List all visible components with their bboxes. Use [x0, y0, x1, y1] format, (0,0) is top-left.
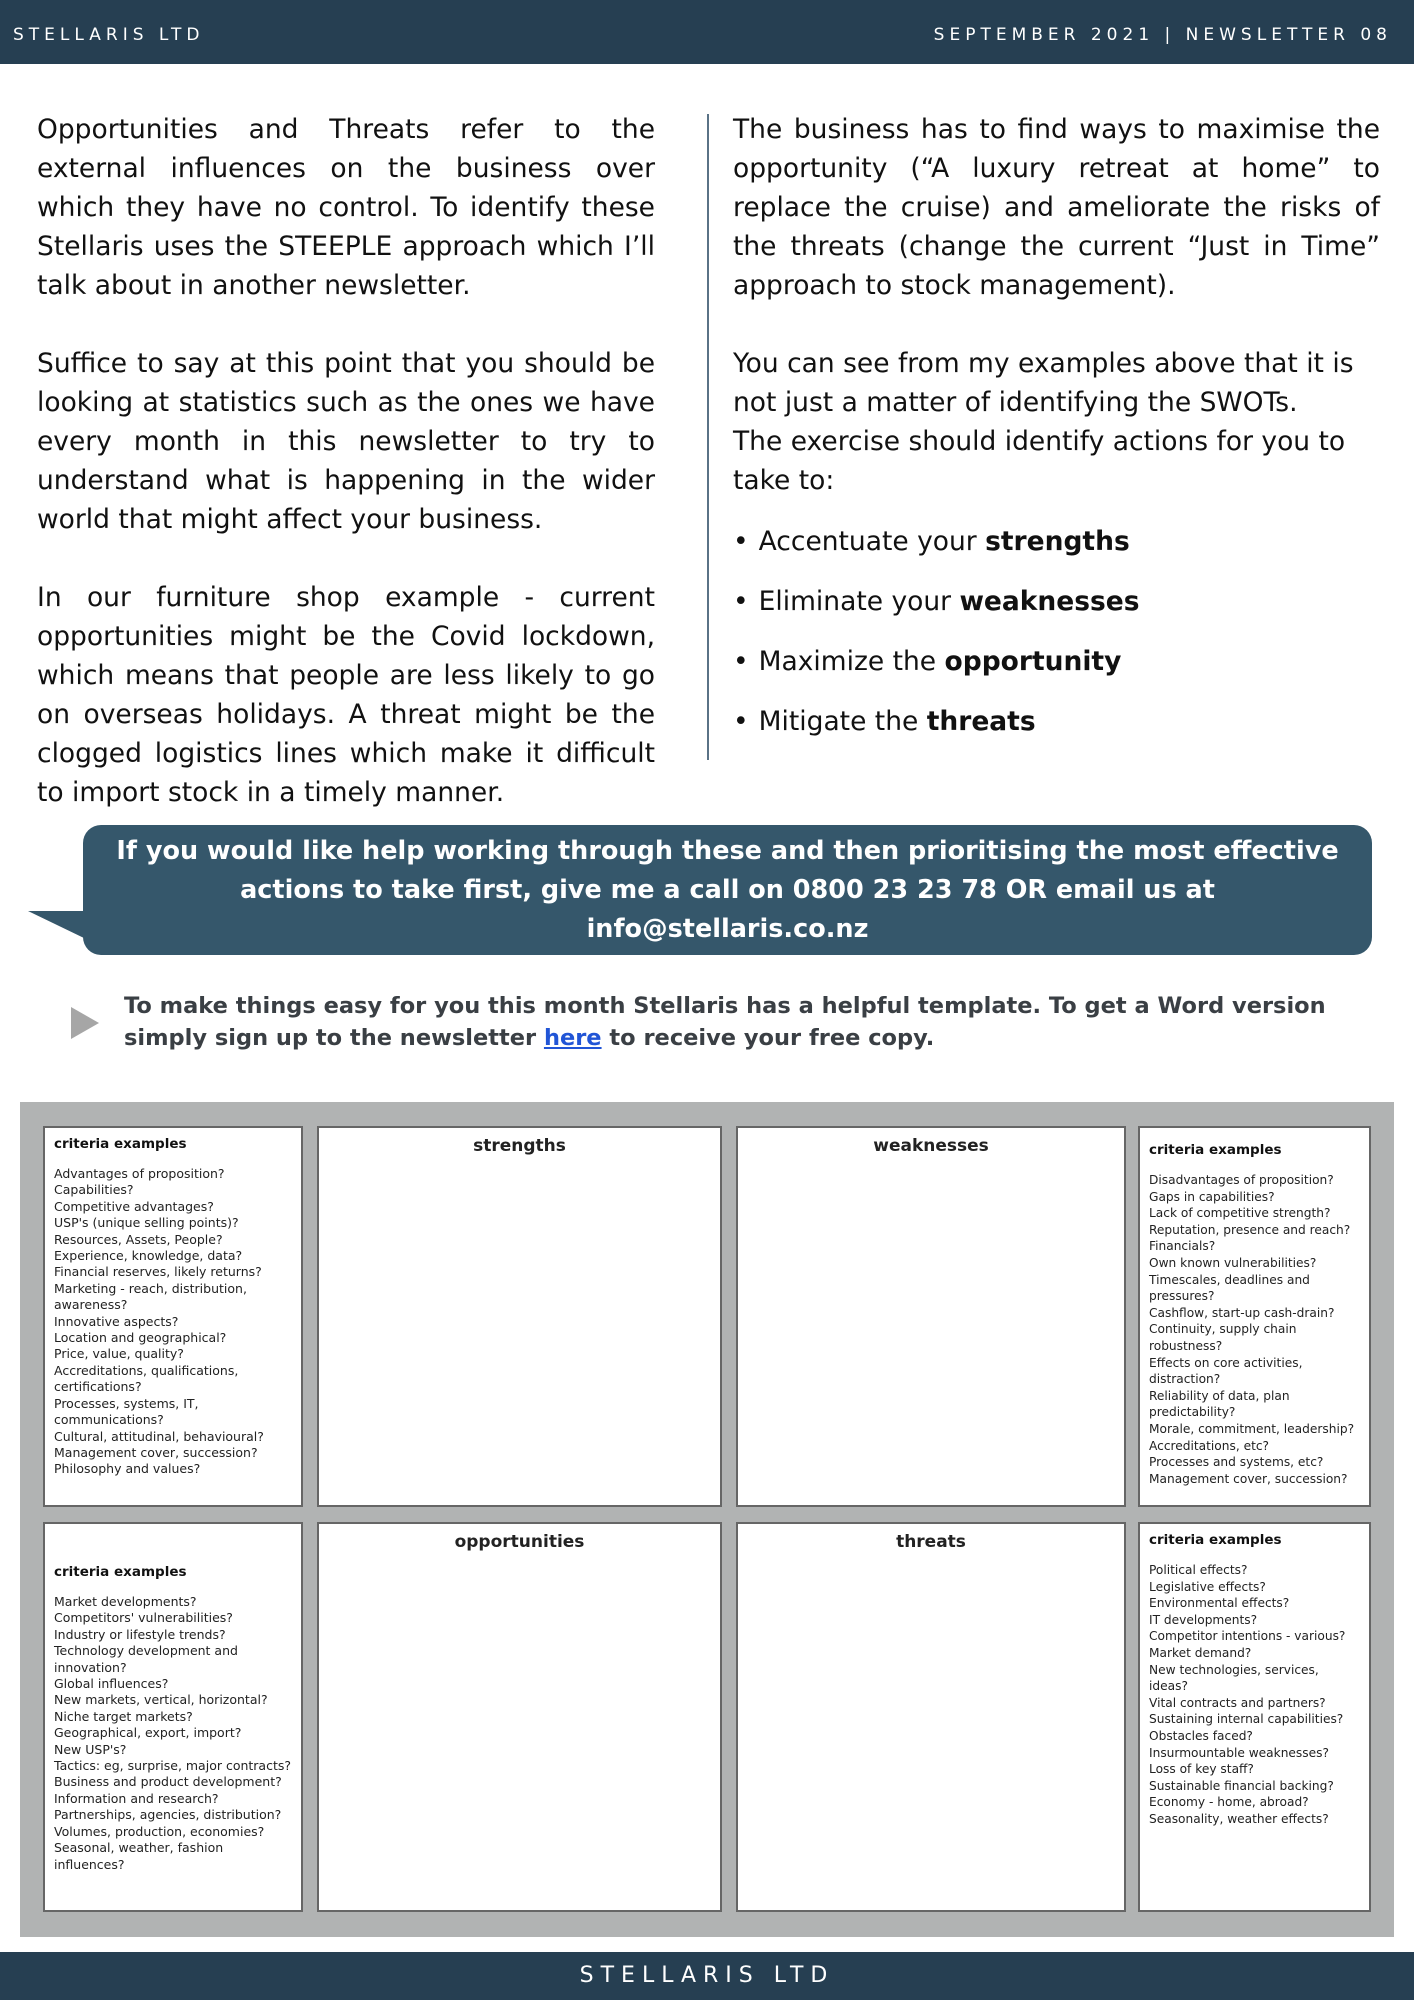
- action-item-text: Maximize the: [758, 646, 945, 677]
- strengths-cell: [317, 1126, 722, 1507]
- signup-link[interactable]: here: [543, 1025, 602, 1051]
- note-text: To make things easy for you this month Stellaris has a helpful template. To get a Word version simply sign up to the newsletter: [124, 993, 1326, 1051]
- action-item-keyword: threats: [926, 706, 1036, 737]
- header-issue: SEPTEMBER 2021 | NEWSLETTER 08: [933, 25, 1392, 45]
- right-paragraph-1: The business has to find ways to maximise the opportunity (“A luxury retreat at home” to replace the cruise) and ameliorate the risks of the threats (change the current “Just in Time” approach to stock management).: [733, 114, 1380, 301]
- strengths-criteria-cell: [43, 1126, 303, 1507]
- criteria-title: criteria examples: [54, 1564, 187, 1580]
- action-item: [733, 582, 1380, 642]
- speech-bubble-tail: [28, 911, 86, 939]
- criteria-title: criteria examples: [1149, 1142, 1282, 1158]
- bullet-icon: •: [733, 646, 749, 677]
- opportunities-heading: opportunities: [454, 1532, 585, 1552]
- threats-cell: [736, 1522, 1126, 1912]
- threats-criteria-list: Political effects? Legislative effects? Environmental effects? IT developments? Competitor intentions - various? Market demand? New technologies, services, ideas? Vital contracts and partners? Sustaining internal capabilities? Obstacles faced? Insurmountable weaknesses? Loss of key staff? Sustainable financial backing? Economy - home, abroad? Seasonality, weather effects?: [1149, 1563, 1346, 1826]
- opportunities-criteria-cell: [43, 1522, 303, 1912]
- weaknesses-criteria-list: Disadvantages of proposition? Gaps in capabilities? Lack of competitive strength? Reputation, presence and reach? Financials? Own known vulnerabilities? Timescales, deadlines and pressures? Cashflow, start-up cash-drain? Continuity, supply chain robustness? Effects on core activities, distraction? Reliability of data, plan predictability? Morale, commitment, leadership? Accreditations, etc? Processes and systems, etc? Management cover, succession?: [1149, 1173, 1355, 1486]
- swot-template: [20, 1102, 1394, 1937]
- action-item: [733, 522, 1380, 582]
- threats-criteria-cell: [1138, 1522, 1371, 1912]
- left-paragraph-3: In our furniture shop example - current opportunities might be the Covid lockdown, which means that people are less likely to go on overseas holidays. A threat might be the clogged logistics lines which make it difficult to import stock in a timely manner.: [37, 582, 655, 808]
- action-list: [733, 522, 1380, 762]
- threats-heading: threats: [896, 1532, 966, 1552]
- action-item-text: Eliminate your: [758, 586, 960, 617]
- left-column: [37, 110, 655, 812]
- action-item-text: Accentuate your: [758, 526, 986, 557]
- action-item-keyword: strengths: [985, 526, 1130, 557]
- left-paragraph-2: Suffice to say at this point that you should be looking at statistics such as the ones we have every month in this newsletter to try to understand what is happening in the wider world that might affect your business.: [37, 348, 655, 535]
- right-paragraph-2: You can see from my examples above that it is not just a matter of identifying the SWOTs.: [733, 348, 1354, 418]
- opportunities-criteria-list: Market developments? Competitors' vulnerabilities? Industry or lifestyle trends? Technology development and innovation? Global influences? New markets, vertical, horizontal? Niche target markets? Geographical, export, import? New USP's? Tactics: eg, surprise, major contracts? Business and product development? Information and research? Partnerships, agencies, distribution? Volumes, production, economies? Seasonal, weather, fashion influences?: [54, 1594, 292, 1872]
- right-paragraph-3: The exercise should identify actions for you to take to:: [733, 426, 1346, 496]
- action-item-keyword: weaknesses: [959, 586, 1140, 617]
- action-item: [733, 702, 1380, 762]
- action-item-keyword: opportunity: [944, 646, 1122, 677]
- bullet-icon: •: [733, 586, 749, 617]
- criteria-title: criteria examples: [1149, 1532, 1282, 1548]
- strengths-criteria-list: Advantages of proposition? Capabilities? Competitive advantages? USP's (unique selling points)? Resources, Assets, People? Experience, knowledge, data? Financial reserves, likely returns? Marketing - reach, distribution, awareness? Innovative aspects? Location and geographical? Price, value, quality? Accreditations, qualifications, certifications? Processes, systems, IT, communications? Cultural, attitudinal, behavioural? Management cover, succession? Philosophy and values?: [54, 1166, 264, 1477]
- header-company: STELLARIS LTD: [13, 25, 205, 45]
- weaknesses-criteria-cell: [1138, 1126, 1371, 1507]
- footer-bar: [0, 1952, 1414, 2000]
- footer-company: STELLARIS LTD: [579, 1963, 835, 1988]
- header-bar: [0, 0, 1414, 64]
- callout-text: If you would like help working through these and then prioritising the most effective actions to take first, give me a call on 0800 23 23 78 OR email us at info@stellaris.co.nz: [116, 835, 1339, 944]
- column-divider: [707, 114, 709, 760]
- criteria-title: criteria examples: [54, 1136, 187, 1152]
- note-text-end: to receive your free copy.: [601, 1025, 935, 1051]
- action-item-text: Mitigate the: [758, 706, 927, 737]
- play-arrow-icon: [71, 1007, 99, 1039]
- right-column: [733, 110, 1380, 762]
- template-note: [124, 990, 1364, 1054]
- left-paragraph-1: Opportunities and Threats refer to the external influences on the business over which they have no control. To identify these Stellaris uses the STEEPLE approach which I’ll talk about in another newsletter.: [37, 114, 655, 301]
- action-item: [733, 642, 1380, 702]
- opportunities-cell: [317, 1522, 722, 1912]
- weaknesses-cell: [736, 1126, 1126, 1507]
- weaknesses-heading: weaknesses: [873, 1136, 989, 1156]
- bullet-icon: •: [733, 526, 749, 557]
- contact-callout: [83, 825, 1372, 955]
- strengths-heading: strengths: [473, 1136, 566, 1156]
- bullet-icon: •: [733, 706, 749, 737]
